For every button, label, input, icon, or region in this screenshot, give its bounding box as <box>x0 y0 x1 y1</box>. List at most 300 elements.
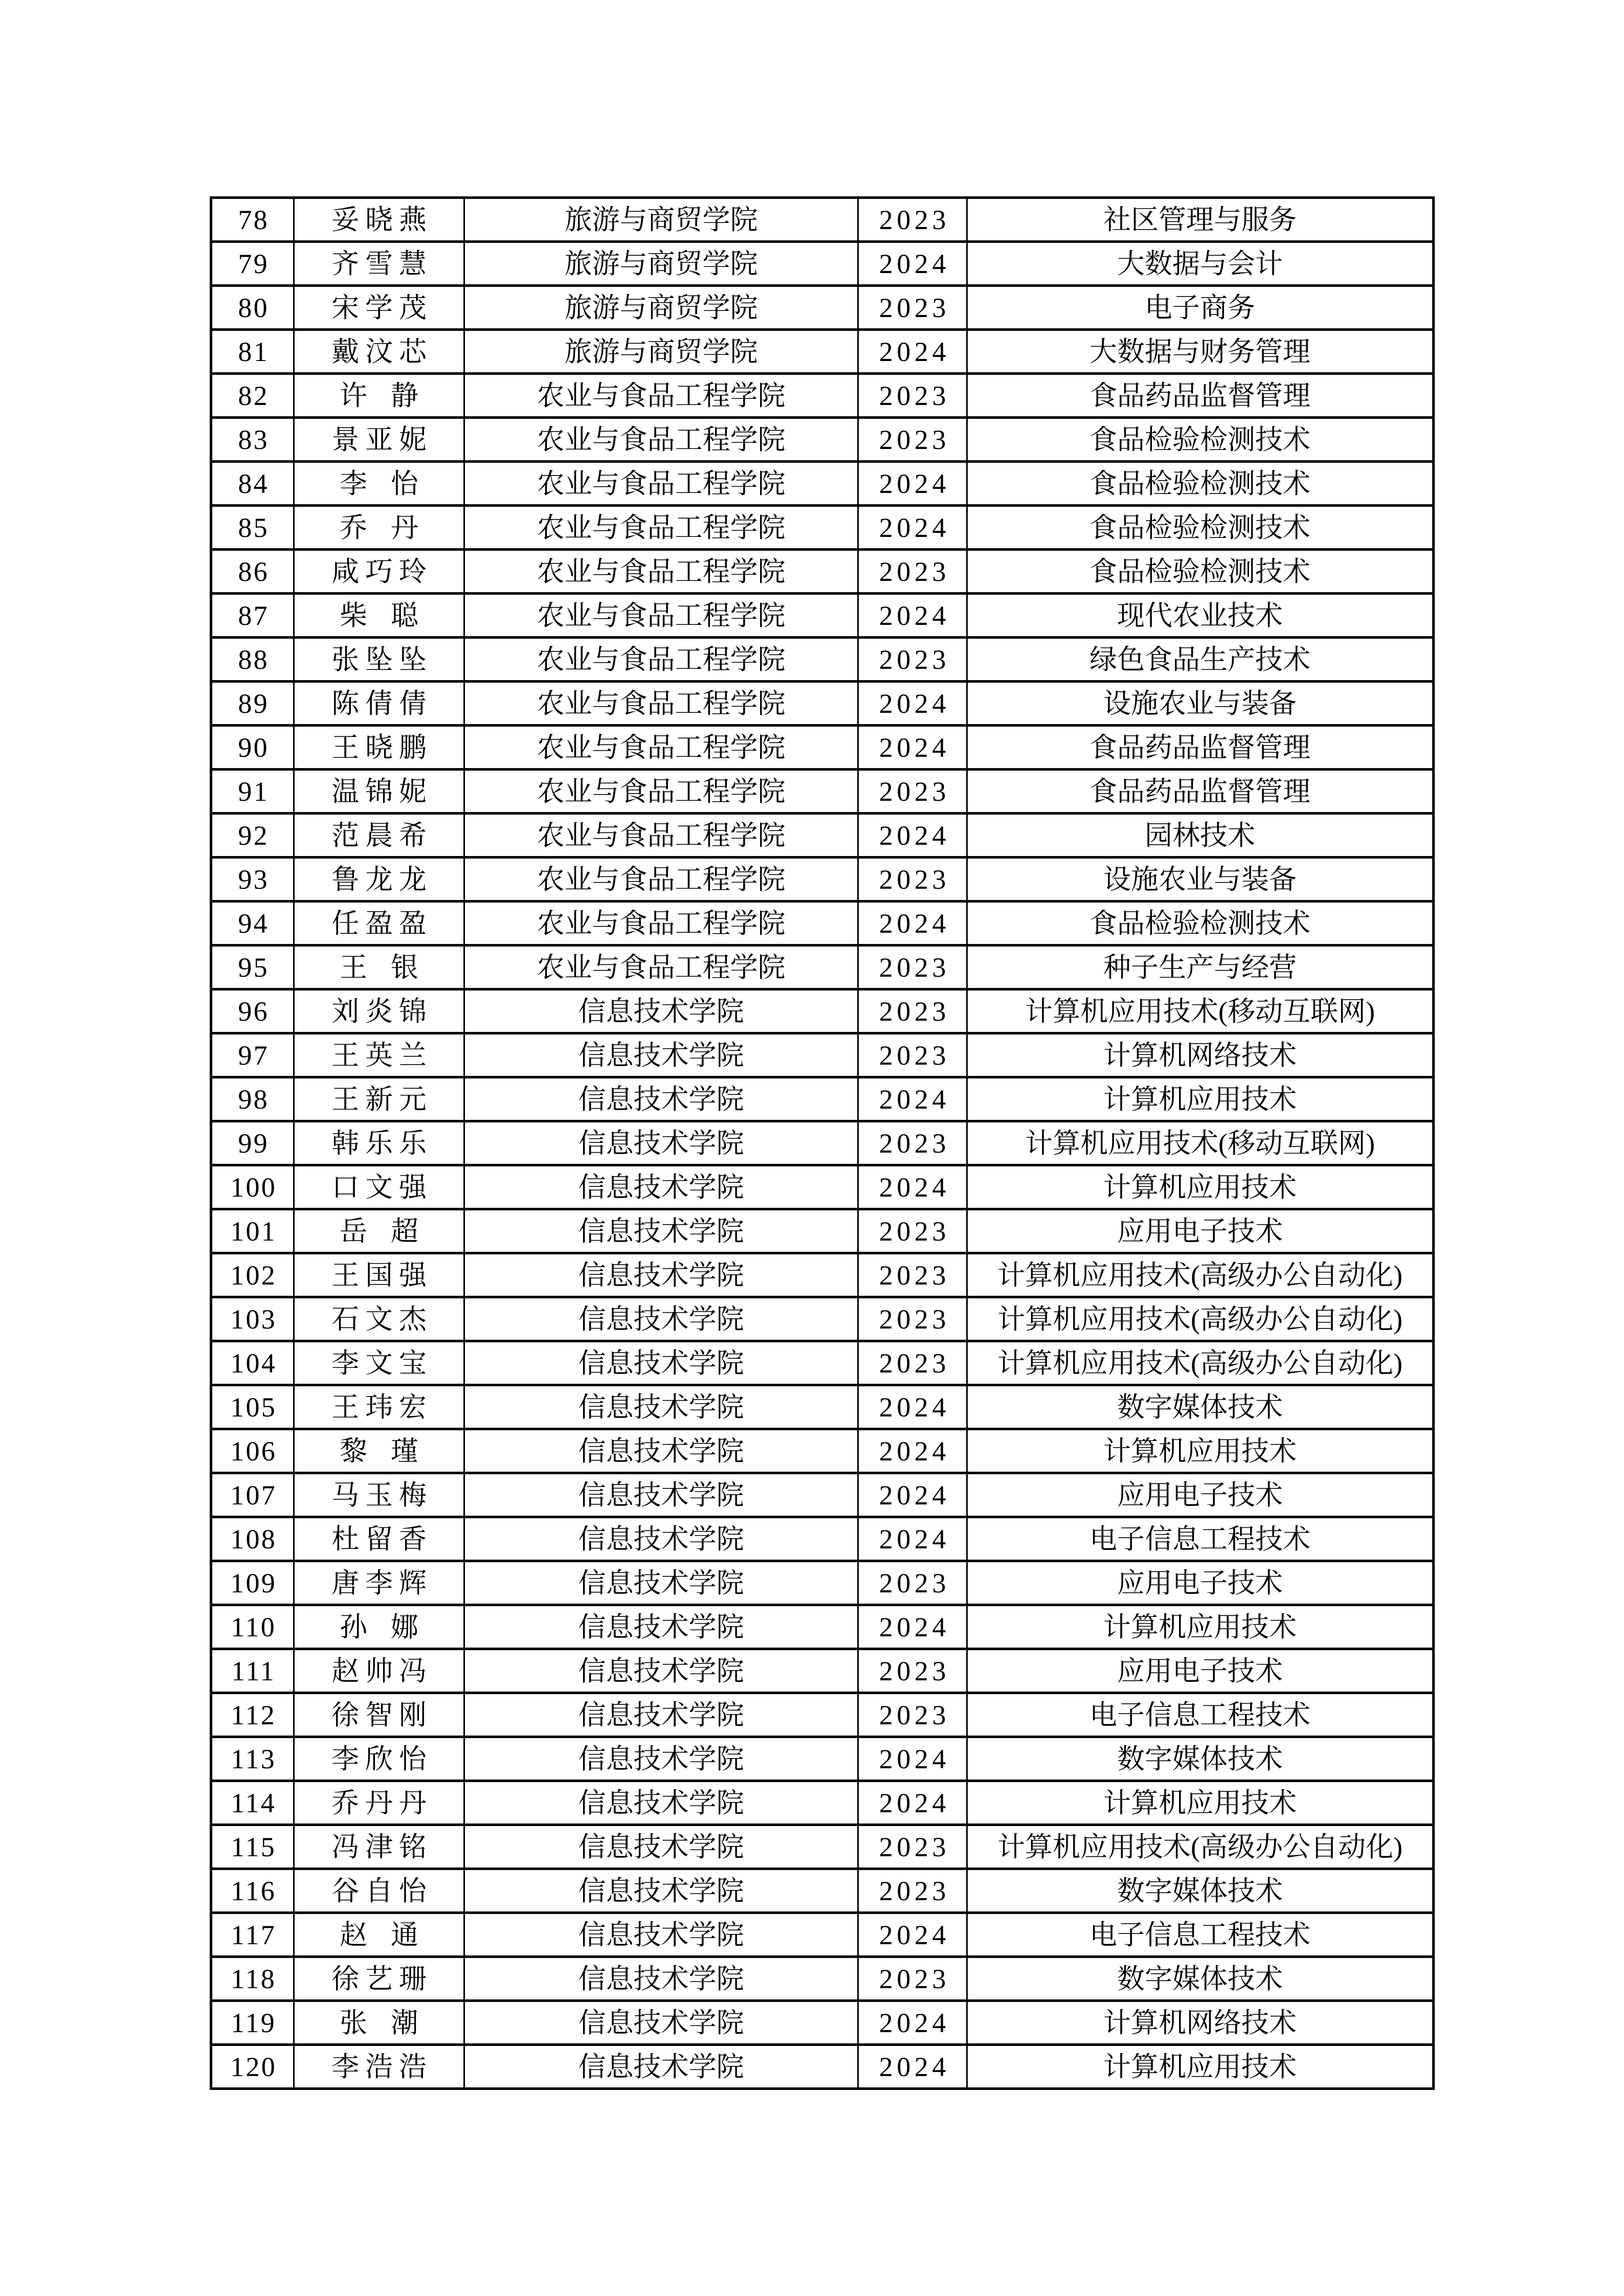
cell-name <box>294 1781 464 1825</box>
cell-no <box>211 506 294 550</box>
college-text: 信息技术学院 <box>578 1435 744 1467</box>
year-text: 2024 <box>879 732 950 763</box>
cell-no <box>211 1737 294 1781</box>
name-text: 徐智刚 <box>331 1699 433 1730</box>
cell-year <box>858 1561 967 1605</box>
no-text: 97 <box>238 1040 269 1071</box>
cell-no <box>211 1121 294 1165</box>
name-text: 范晨希 <box>331 820 433 851</box>
table-row <box>211 242 1434 286</box>
cell-college <box>464 1825 858 1869</box>
cell-name <box>294 550 464 594</box>
cell-no <box>211 1253 294 1297</box>
cell-no <box>211 814 294 858</box>
year-text: 2023 <box>879 1128 950 1159</box>
name-text: 李文宝 <box>331 1347 433 1379</box>
cell-major <box>967 594 1434 638</box>
cell-no <box>211 418 294 462</box>
college-text: 旅游与商贸学院 <box>564 292 758 323</box>
cell-name <box>294 286 464 330</box>
cell-college <box>464 374 858 418</box>
cell-year <box>858 1649 967 1693</box>
cell-name <box>294 902 464 946</box>
college-text: 旅游与商贸学院 <box>564 248 758 279</box>
no-text: 112 <box>231 1699 276 1730</box>
table-row <box>211 418 1434 462</box>
year-text: 2023 <box>879 1347 950 1379</box>
student-roster-table <box>210 196 1435 2090</box>
major-text: 计算机网络技术 <box>1103 2007 1297 2038</box>
cell-college <box>464 858 858 902</box>
college-text: 信息技术学院 <box>578 1215 744 1247</box>
major-text: 计算机应用技术(高级办公自动化) <box>997 1259 1403 1291</box>
cell-major <box>967 989 1434 1033</box>
table-row <box>211 1077 1434 1121</box>
table-row <box>211 1605 1434 1649</box>
major-text: 应用电子技术 <box>1117 1567 1283 1599</box>
year-text: 2024 <box>879 1787 950 1818</box>
college-text: 信息技术学院 <box>578 1919 744 1950</box>
no-text: 98 <box>238 1084 269 1115</box>
cell-college <box>464 1077 858 1121</box>
cell-major <box>967 418 1434 462</box>
no-text: 102 <box>230 1259 277 1291</box>
table-row <box>211 814 1434 858</box>
cell-name <box>294 770 464 814</box>
year-text: 2023 <box>879 996 950 1027</box>
cell-major <box>967 1473 1434 1517</box>
cell-no <box>211 770 294 814</box>
cell-no <box>211 462 294 506</box>
cell-year <box>858 1121 967 1165</box>
year-text: 2023 <box>879 644 950 675</box>
cell-year <box>858 1385 967 1429</box>
year-text: 2024 <box>879 248 950 279</box>
cell-college <box>464 1649 858 1693</box>
college-text: 农业与食品工程学院 <box>537 820 786 851</box>
cell-no <box>211 946 294 989</box>
year-text: 2023 <box>879 864 950 895</box>
no-text: 103 <box>230 1303 277 1335</box>
table-row <box>211 726 1434 770</box>
table-row <box>211 1869 1434 1913</box>
cell-no <box>211 638 294 682</box>
major-text: 计算机应用技术(高级办公自动化) <box>997 1347 1403 1379</box>
cell-college <box>464 1517 858 1561</box>
cell-name <box>294 1473 464 1517</box>
cell-college <box>464 1957 858 2001</box>
college-text: 信息技术学院 <box>578 1040 744 1071</box>
cell-name <box>294 726 464 770</box>
major-text: 计算机应用技术 <box>1103 1172 1297 1203</box>
major-text: 电子商务 <box>1145 292 1255 323</box>
college-text: 信息技术学院 <box>578 1743 744 1774</box>
cell-college <box>464 286 858 330</box>
major-text: 社区管理与服务 <box>1103 204 1297 235</box>
major-text: 计算机应用技术(高级办公自动化) <box>997 1303 1403 1335</box>
cell-name <box>294 682 464 726</box>
cell-college <box>464 770 858 814</box>
year-text: 2024 <box>879 1084 950 1115</box>
cell-major <box>967 1825 1434 1869</box>
major-text: 数字媒体技术 <box>1117 1743 1283 1774</box>
cell-no <box>211 550 294 594</box>
cell-year <box>858 1517 967 1561</box>
cell-no <box>211 726 294 770</box>
no-text: 106 <box>230 1435 277 1467</box>
major-text: 食品检验检测技术 <box>1089 424 1310 455</box>
cell-major <box>967 1297 1434 1341</box>
college-text: 信息技术学院 <box>578 2051 744 2082</box>
cell-major <box>967 242 1434 286</box>
cell-major <box>967 374 1434 418</box>
name-text: 刘炎锦 <box>331 996 433 1027</box>
table-row <box>211 1693 1434 1737</box>
cell-year <box>858 1165 967 1209</box>
table-row <box>211 374 1434 418</box>
cell-major <box>967 2001 1434 2045</box>
college-text: 旅游与商贸学院 <box>564 336 758 367</box>
major-text: 计算机网络技术 <box>1103 1040 1297 1071</box>
year-text: 2023 <box>879 1567 950 1599</box>
cell-no <box>211 1517 294 1561</box>
cell-college <box>464 1605 858 1649</box>
major-text: 数字媒体技术 <box>1117 1963 1283 1994</box>
name-text: 赵帅冯 <box>331 1655 433 1686</box>
cell-major <box>967 1077 1434 1121</box>
cell-year <box>858 1297 967 1341</box>
cell-name <box>294 1165 464 1209</box>
college-text: 信息技术学院 <box>578 1347 744 1379</box>
cell-major <box>967 1561 1434 1605</box>
cell-major <box>967 286 1434 330</box>
college-text: 信息技术学院 <box>578 1523 744 1555</box>
cell-college <box>464 1781 858 1825</box>
no-text: 93 <box>238 864 269 895</box>
cell-college <box>464 1341 858 1385</box>
cell-name <box>294 1253 464 1297</box>
cell-no <box>211 1561 294 1605</box>
year-text: 2024 <box>879 512 950 543</box>
cell-name <box>294 946 464 989</box>
cell-name <box>294 1385 464 1429</box>
cell-name <box>294 1033 464 1077</box>
year-text: 2023 <box>879 424 950 455</box>
cell-name <box>294 814 464 858</box>
cell-name <box>294 1517 464 1561</box>
cell-name <box>294 2001 464 2045</box>
name-text: 任盈盈 <box>331 908 433 939</box>
table-row <box>211 1033 1434 1077</box>
no-text: 89 <box>238 688 269 719</box>
no-text: 79 <box>238 248 269 279</box>
year-text: 2024 <box>879 1919 950 1950</box>
table-row <box>211 682 1434 726</box>
cell-year <box>858 1957 967 2001</box>
table-row <box>211 989 1434 1033</box>
cell-year <box>858 1077 967 1121</box>
name-text: 孙娜 <box>340 1611 442 1642</box>
major-text: 种子生产与经营 <box>1103 952 1297 983</box>
cell-year <box>858 770 967 814</box>
name-text: 黎瑾 <box>340 1435 442 1467</box>
college-text: 农业与食品工程学院 <box>537 600 786 631</box>
cell-no <box>211 286 294 330</box>
cell-major <box>967 902 1434 946</box>
name-text: 李欣怡 <box>331 1743 433 1774</box>
college-text: 农业与食品工程学院 <box>537 424 786 455</box>
cell-year <box>858 1253 967 1297</box>
college-text: 旅游与商贸学院 <box>564 204 758 235</box>
cell-no <box>211 1649 294 1693</box>
cell-no <box>211 1209 294 1253</box>
college-text: 信息技术学院 <box>578 1655 744 1686</box>
name-text: 李浩浩 <box>331 2051 433 2082</box>
college-text: 信息技术学院 <box>578 1084 744 1115</box>
cell-college <box>464 1473 858 1517</box>
cell-no <box>211 242 294 286</box>
year-text: 2023 <box>879 1259 950 1291</box>
name-text: 赵通 <box>340 1919 442 1950</box>
cell-year <box>858 1913 967 1957</box>
no-text: 86 <box>238 556 269 587</box>
college-text: 信息技术学院 <box>578 1172 744 1203</box>
cell-college <box>464 462 858 506</box>
cell-name <box>294 1913 464 1957</box>
cell-name <box>294 1957 464 2001</box>
major-text: 食品检验检测技术 <box>1089 512 1310 543</box>
cell-major <box>967 1781 1434 1825</box>
major-text: 设施农业与装备 <box>1103 864 1297 895</box>
cell-year <box>858 1473 967 1517</box>
cell-year <box>858 1429 967 1473</box>
name-text: 王银 <box>340 952 442 983</box>
major-text: 设施农业与装备 <box>1103 688 1297 719</box>
major-text: 计算机应用技术(移动互联网) <box>1025 1128 1375 1159</box>
cell-name <box>294 506 464 550</box>
cell-college <box>464 989 858 1033</box>
cell-major <box>967 1957 1434 2001</box>
name-text: 宋学茂 <box>331 292 433 323</box>
major-text: 现代农业技术 <box>1117 600 1283 631</box>
year-text: 2024 <box>879 1611 950 1642</box>
table-row <box>211 1561 1434 1605</box>
table-row <box>211 286 1434 330</box>
major-text: 大数据与财务管理 <box>1089 336 1310 367</box>
cell-name <box>294 1297 464 1341</box>
no-text: 109 <box>230 1567 277 1599</box>
table-row <box>211 1121 1434 1165</box>
college-text: 农业与食品工程学院 <box>537 732 786 763</box>
roster-table-body <box>211 198 1434 2089</box>
cell-major <box>967 198 1434 242</box>
cell-year <box>858 330 967 374</box>
cell-year <box>858 726 967 770</box>
cell-no <box>211 989 294 1033</box>
cell-year <box>858 682 967 726</box>
major-text: 食品药品监督管理 <box>1089 776 1310 807</box>
cell-name <box>294 1429 464 1473</box>
cell-year <box>858 1869 967 1913</box>
table-row <box>211 1341 1434 1385</box>
college-text: 信息技术学院 <box>578 1963 744 1994</box>
table-row <box>211 462 1434 506</box>
cell-year <box>858 1737 967 1781</box>
no-text: 78 <box>238 204 269 235</box>
cell-no <box>211 1781 294 1825</box>
cell-major <box>967 506 1434 550</box>
major-text: 食品检验检测技术 <box>1089 468 1310 499</box>
cell-name <box>294 198 464 242</box>
cell-name <box>294 1605 464 1649</box>
college-text: 信息技术学院 <box>578 1391 744 1423</box>
cell-year <box>858 1825 967 1869</box>
no-text: 105 <box>230 1391 277 1423</box>
cell-college <box>464 506 858 550</box>
table-row <box>211 1649 1434 1693</box>
no-text: 81 <box>238 336 269 367</box>
cell-major <box>967 638 1434 682</box>
cell-no <box>211 1913 294 1957</box>
name-text: 谷自怡 <box>331 1875 433 1906</box>
cell-college <box>464 1033 858 1077</box>
major-text: 计算机应用技术 <box>1103 1611 1297 1642</box>
cell-no <box>211 902 294 946</box>
cell-college <box>464 814 858 858</box>
cell-year <box>858 638 967 682</box>
year-text: 2023 <box>879 776 950 807</box>
cell-name <box>294 989 464 1033</box>
college-text: 农业与食品工程学院 <box>537 644 786 675</box>
cell-college <box>464 198 858 242</box>
cell-college <box>464 1297 858 1341</box>
name-text: 岳超 <box>340 1215 442 1247</box>
major-text: 食品药品监督管理 <box>1089 732 1310 763</box>
cell-no <box>211 1165 294 1209</box>
table-row <box>211 858 1434 902</box>
table-row <box>211 1297 1434 1341</box>
cell-year <box>858 902 967 946</box>
cell-college <box>464 1429 858 1473</box>
table-row <box>211 506 1434 550</box>
major-text: 应用电子技术 <box>1117 1655 1283 1686</box>
no-text: 108 <box>230 1523 277 1555</box>
name-text: 王玮宏 <box>331 1391 433 1423</box>
year-text: 2024 <box>879 1479 950 1511</box>
college-text: 信息技术学院 <box>578 1259 744 1291</box>
major-text: 食品药品监督管理 <box>1089 380 1310 411</box>
name-text: 王新元 <box>331 1084 433 1115</box>
no-text: 117 <box>231 1919 276 1950</box>
cell-no <box>211 198 294 242</box>
cell-college <box>464 1385 858 1429</box>
cell-year <box>858 550 967 594</box>
cell-name <box>294 418 464 462</box>
cell-major <box>967 726 1434 770</box>
cell-year <box>858 1693 967 1737</box>
cell-major <box>967 330 1434 374</box>
name-text: 唐李辉 <box>331 1567 433 1599</box>
name-text: 徐艺珊 <box>331 1963 433 1994</box>
name-text: 王晓鹏 <box>331 732 433 763</box>
year-text: 2024 <box>879 2051 950 2082</box>
cell-college <box>464 1165 858 1209</box>
cell-year <box>858 814 967 858</box>
year-text: 2024 <box>879 1523 950 1555</box>
college-text: 信息技术学院 <box>578 1699 744 1730</box>
table-row <box>211 550 1434 594</box>
cell-name <box>294 1561 464 1605</box>
cell-name <box>294 374 464 418</box>
cell-major <box>967 1385 1434 1429</box>
no-text: 118 <box>231 1963 276 1994</box>
table-row <box>211 1913 1434 1957</box>
table-row <box>211 1473 1434 1517</box>
college-text: 农业与食品工程学院 <box>537 864 786 895</box>
cell-name <box>294 242 464 286</box>
college-text: 信息技术学院 <box>578 996 744 1027</box>
college-text: 信息技术学院 <box>578 1567 744 1599</box>
cell-college <box>464 1693 858 1737</box>
no-text: 83 <box>238 424 269 455</box>
year-text: 2023 <box>879 1040 950 1071</box>
cell-major <box>967 814 1434 858</box>
college-text: 农业与食品工程学院 <box>537 776 786 807</box>
college-text: 信息技术学院 <box>578 1831 744 1862</box>
cell-major <box>967 1737 1434 1781</box>
no-text: 104 <box>230 1347 277 1379</box>
cell-name <box>294 1077 464 1121</box>
year-text: 2024 <box>879 2007 950 2038</box>
cell-name <box>294 1121 464 1165</box>
major-text: 园林技术 <box>1145 820 1255 851</box>
year-text: 2024 <box>879 1435 950 1467</box>
no-text: 111 <box>231 1655 276 1686</box>
year-text: 2023 <box>879 1831 950 1862</box>
year-text: 2024 <box>879 336 950 367</box>
table-row <box>211 946 1434 989</box>
name-text: 王英兰 <box>331 1040 433 1071</box>
college-text: 农业与食品工程学院 <box>537 688 786 719</box>
no-text: 114 <box>231 1787 276 1818</box>
college-text: 信息技术学院 <box>578 1128 744 1159</box>
cell-no <box>211 1869 294 1913</box>
name-text: 石文杰 <box>331 1303 433 1335</box>
cell-year <box>858 989 967 1033</box>
cell-college <box>464 1253 858 1297</box>
college-text: 信息技术学院 <box>578 2007 744 2038</box>
cell-college <box>464 550 858 594</box>
college-text: 农业与食品工程学院 <box>537 952 786 983</box>
major-text: 电子信息工程技术 <box>1089 1523 1310 1555</box>
year-text: 2023 <box>879 952 950 983</box>
year-text: 2023 <box>879 292 950 323</box>
name-text: 柴聪 <box>340 600 442 631</box>
major-text: 食品检验检测技术 <box>1089 908 1310 939</box>
cell-college <box>464 902 858 946</box>
college-text: 农业与食品工程学院 <box>537 556 786 587</box>
major-text: 应用电子技术 <box>1117 1215 1283 1247</box>
college-text: 信息技术学院 <box>578 1611 744 1642</box>
name-text: 乔丹丹 <box>331 1787 433 1818</box>
name-text: 鲁龙龙 <box>331 864 433 895</box>
cell-major <box>967 1429 1434 1473</box>
cell-no <box>211 1825 294 1869</box>
cell-name <box>294 1737 464 1781</box>
cell-year <box>858 1605 967 1649</box>
cell-college <box>464 682 858 726</box>
cell-major <box>967 550 1434 594</box>
